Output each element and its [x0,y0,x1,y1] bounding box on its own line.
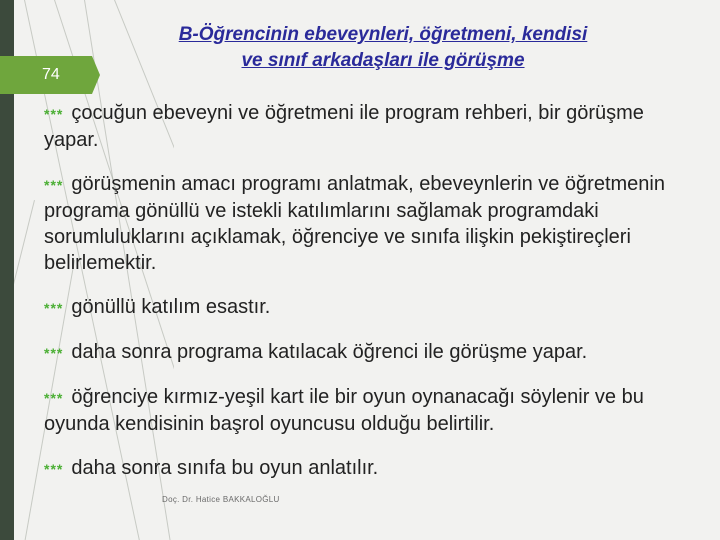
paragraph-text: gönüllü katılım esastır. [71,296,271,318]
paragraph-text: daha sonra programa katılacak öğrenci ile görüşme yapar. [71,341,588,363]
slide-title [118,22,648,74]
paragraph [44,339,699,366]
slide-title-line-1: B-Öğrencinin ebeveynleri, öğretmeni, kendisi [178,24,588,45]
bullet-marker: *** [44,390,64,406]
slide-number: 74 [42,66,60,83]
paragraph-text: çocuğun ebeveyni ve öğretmeni ile program rehberi, bir görüşme yapar. [44,102,644,151]
paragraph-text: daha sonra sınıfa bu oyun anlatılır. [71,457,379,479]
footer-author: Doç. Dr. Hatice BAKKALOĞLU [162,495,280,504]
paragraph [44,455,699,482]
paragraph [44,294,699,321]
paragraph-text: öğrenciye kırmız-yeşil kart ile bir oyun oynanacağı söylenir ve bu oyunda kendisinin başrol oyuncusu olduğu belirtilir. [44,386,644,435]
bullet-marker: *** [44,461,64,477]
paragraph [44,171,699,276]
bullet-marker: *** [44,300,64,316]
paragraph [44,100,699,153]
paragraph [44,384,699,437]
slide-title-line-2: ve sınıf arkadaşları ile görüşme [241,50,525,71]
bullet-marker: *** [44,345,64,361]
paragraph-text: görüşmenin amacı programı anlatmak, ebeveynlerin ve öğretmenin programa gönüllü ve istekli katılımlarını sağlamak programdaki sorumluluklarını açıklamak, öğrenciye ve sınıfa ilişkin pekiştireçleri belirlemektir. [44,173,665,274]
bullet-marker: *** [44,177,64,193]
slide-content [44,100,699,500]
bullet-marker: *** [44,106,64,122]
